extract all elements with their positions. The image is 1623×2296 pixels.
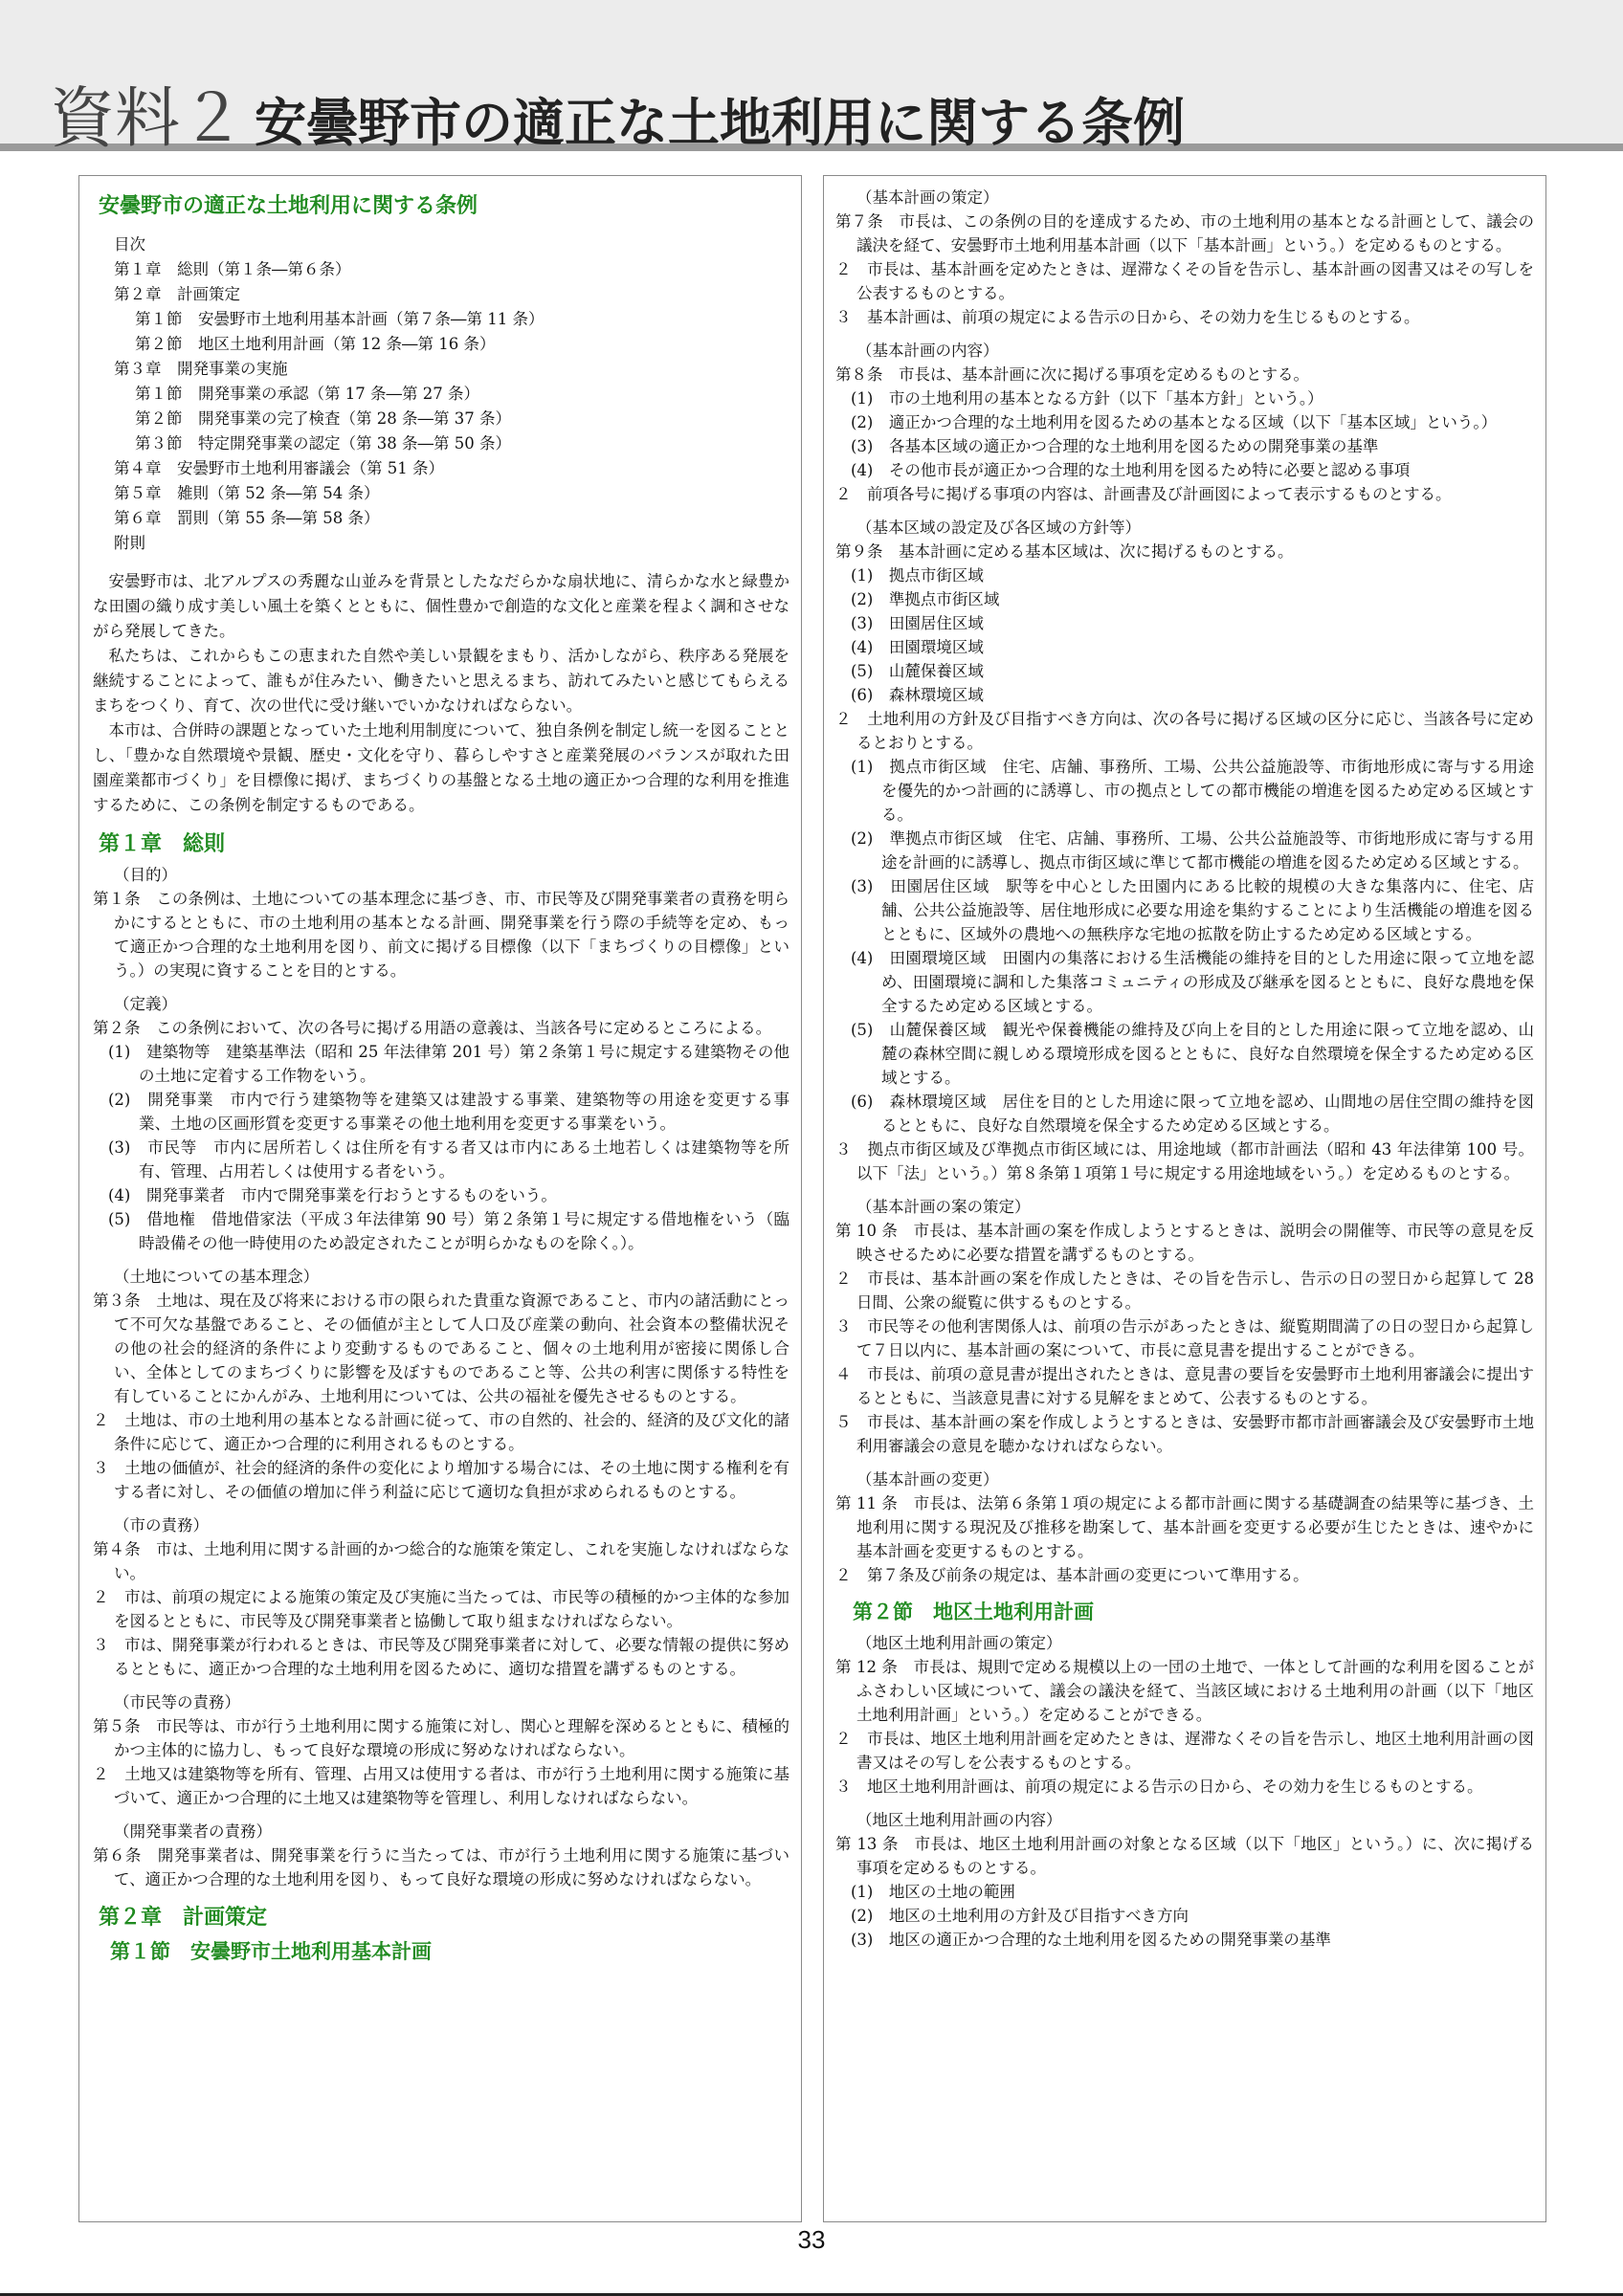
article-paragraph: ３ 土地の価値が、社会的経済的条件の変化により増加する場合には、その土地に関する権利を有する者に対し、その価値の増加に伴う利益に応じて適切な負担が求められるものとする。 xyxy=(93,1459,789,1501)
article-caption: （地区土地利用計画の策定） xyxy=(856,1634,1062,1652)
article-paragraph: ５ 市長は、基本計画の案を作成しようとするときは、安曇野市都市計画審議会及び安曇野市土地利用審議会の意見を聴かなければならない。 xyxy=(835,1413,1534,1455)
toc-line: 第６章 罰則（第 55 条―第 58 条） xyxy=(114,509,380,527)
article-paragraph: 第１条 この条例は、土地についての基本理念に基づき、市、市民等及び開発事業者の責務を明らかにするとともに、市の土地利用の基本となる計画、開発事業を行う際の手続等を定め、もって適正かつ合理的な土地利用を図り、前文に掲げる目標像（以下「まちづくりの目標像」という。）の実現に資することを目的とする。 xyxy=(93,890,789,980)
article-caption: （基本計画の変更） xyxy=(856,1470,999,1489)
article-paragraph: 第８条 市長は、基本計画に次に掲げる事項を定めるものとする。 xyxy=(835,365,1309,384)
toc-line: 第１章 総則（第１条―第６条） xyxy=(114,260,351,278)
toc-line: 第３章 開発事業の実施 xyxy=(114,360,288,378)
article-paragraph: ２ 市長は、基本計画の案を作成したときは、その旨を告示し、告示の日の翌日から起算して 28 日間、公衆の縦覧に供するものとする。 xyxy=(835,1269,1534,1312)
article-paragraph: ２ 前項各号に掲げる事項の内容は、計画書及び計画図によって表示するものとする。 xyxy=(835,485,1452,503)
article-item: (3) 田園居住区域 駅等を中心とした田園内にある比較的規模の大きな集落内に、住宅、店舗、公共公益施設等、居住地形成に必要な用途を集約することにより生活機能の増進を図るとともに、区域外の農地への無秩序な宅地の拡散を防止するため定める区域とする。 xyxy=(851,877,1534,943)
article-item: (5) 山麓保養区域 観光や保養機能の維持及び向上を目的とした用途に限って立地を認め、山麓の森林空間に親しめる環境形成を図るとともに、良好な自然環境を保全するため定める区域とする。 xyxy=(851,1021,1535,1087)
article-paragraph: 第 10 条 市長は、基本計画の案を作成しようとするときは、説明会の開催等、市民等の意見を反映させるために必要な措置を講ずるものとする。 xyxy=(835,1222,1534,1264)
article-caption: （定義） xyxy=(114,995,177,1013)
article-item: (2) 適正かつ合理的な土地利用を図るための基本となる区域（以下「基本区域」という。） xyxy=(851,413,1498,431)
article xyxy=(835,186,1534,329)
toc-line: 目次 xyxy=(114,235,145,254)
article-item: (2) 準拠点市街区域 xyxy=(851,590,1000,608)
left-column xyxy=(78,175,802,2222)
article-item: (3) 市民等 市内に居所若しくは住所を有する者又は市内にある土地若しくは建築物等を所有、管理、占用若しくは使用する者をいう。 xyxy=(108,1138,789,1181)
article xyxy=(835,339,1534,506)
article xyxy=(835,1195,1534,1458)
article-paragraph: 第６条 開発事業者は、開発事業を行うに当たっては、市が行う土地利用に関する施策に基づいて、適正かつ合理的な土地利用を図り、もって良好な環境の形成に努めなければならない。 xyxy=(93,1846,790,1888)
article-item: (2) 準拠点市街区域 住宅、店舗、事務所、工場、公共公益施設等、市街地形成に寄与する用途を計画的に誘導し、拠点市街区域に準じて都市機能の増進を図るため定める区域とする。 xyxy=(851,829,1534,872)
article xyxy=(835,1631,1534,1799)
article-item: (4) 田園環境区域 xyxy=(851,638,984,656)
toc-line: 第２節 地区土地利用計画（第 12 条―第 16 条） xyxy=(135,335,496,353)
article xyxy=(93,992,789,1255)
article-caption: （土地についての基本理念） xyxy=(114,1268,320,1286)
article-paragraph: 第３条 土地は、現在及び将来における市の限られた貴重な資源であること、市内の諸活動にとって不可欠な基盤であること、その価値が主として人口及び産業の動向、社会資本の整備状況その他の社会的経済的条件により変動するものであること、個々の土地利用が密接に関係し合い、全体としてのまちづくりに影響を及ぼすものであること等、公共の利害に関係する特性を有していることにかんがみ、土地利用については、公共の福祉を優先させるものとする。 xyxy=(93,1292,789,1405)
article-paragraph: ３ 市は、開発事業が行われるときは、市民等及び開発事業者に対して、必要な情報の提供に努めるとともに、適正かつ合理的な土地利用を図るために、適切な措置を講ずるものとする。 xyxy=(93,1636,789,1678)
article-paragraph: 第 13 条 市長は、地区土地利用計画の対象となる区域（以下「地区」という。）に、次に掲げる事項を定めるものとする。 xyxy=(835,1835,1534,1877)
article-item: (6) 森林環境区域 居住を目的とした用途に限って立地を認め、山間地の居住空間の維持を図るとともに、良好な自然環境を保全するため定める区域とする。 xyxy=(851,1093,1534,1135)
article-item: (1) 市の土地利用の基本となる方針（以下「基本方針」という。） xyxy=(851,389,1323,408)
article-paragraph: 第７条 市長は、この条例の目的を達成するため、市の土地利用の基本となる計画として、議会の議決を経て、安曇野市土地利用基本計画（以下「基本計画」という。）を定めるものとする。 xyxy=(835,212,1534,254)
article-paragraph: ３ 市民等その他利害関係人は、前項の告示があったときは、縦覧期間満了の日の翌日から起算して７日以内に、基本計画の案について、市長に意見書を提出することができる。 xyxy=(835,1317,1534,1359)
toc-line: 第１節 開発事業の承認（第 17 条―第 27 条） xyxy=(135,385,479,403)
section-1-heading: 第１節 安曇野市土地利用基本計画 xyxy=(110,1940,432,1963)
toc-line: 第４章 安曇野市土地利用審議会（第 51 条） xyxy=(114,459,444,477)
article-paragraph: ２ 市長は、基本計画を定めたときは、遅滞なくその旨を告示し、基本計画の図書又はその写しを公表するものとする。 xyxy=(835,260,1534,302)
article-paragraph: ２ 土地利用の方針及び目指すべき方向は、次の各号に掲げる区域の区分に応じ、当該各号に定めるとおりとする。 xyxy=(835,710,1534,752)
article-item: (3) 各基本区域の適正かつ合理的な土地利用を図るための開発事業の基準 xyxy=(851,437,1379,455)
toc-line: 第５章 雑則（第 52 条―第 54 条） xyxy=(114,484,380,502)
preamble-paragraph: 安曇野市は、北アルプスの秀麗な山並みを背景としたなだらかな扇状地に、清らかな水と緑豊かな田園の織り成す美しい風土を築くとともに、個性豊かで創造的な文化と産業を程よく調和させながら発展してきた。 xyxy=(93,572,789,640)
article-item: (4) 開発事業者 市内で開発事業を行おうとするものをいう。 xyxy=(108,1186,557,1204)
article-caption: （基本計画の策定） xyxy=(856,188,999,207)
right-column xyxy=(823,175,1546,2222)
article xyxy=(835,1808,1534,1952)
article-caption: （目的） xyxy=(114,866,177,884)
article-paragraph: ２ 市長は、地区土地利用計画を定めたときは、遅滞なくその旨を告示し、地区土地利用計画の図書又はその写しを公表するものとする。 xyxy=(835,1730,1534,1772)
section-2-heading: 第２節 地区土地利用計画 xyxy=(853,1601,1094,1623)
article-item: (5) 借地権 借地借家法（平成３年法律第 90 号）第２条第１号に規定する借地権をいう（臨時設備その他一時使用のため設定されたことが明らかなものを除く。）。 xyxy=(108,1210,789,1252)
article-item: (1) 建築物等 建築基準法（昭和 25 年法律第 201 号）第２条第１号に規定する建築物その他の土地に定着する工作物をいう。 xyxy=(108,1043,789,1085)
page-title xyxy=(50,67,1185,160)
page-title-text: 安曇野市の適正な土地利用に関する条例 xyxy=(255,93,1186,153)
article-paragraph: ３ 基本計画は、前項の規定による告示の日から、その効力を生じるものとする。 xyxy=(835,308,1420,326)
toc-line: 第１節 安曇野市土地利用基本計画（第７条―第 11 条） xyxy=(135,310,545,328)
left-articles xyxy=(93,863,789,1891)
article-caption: （開発事業者の責務） xyxy=(114,1822,272,1841)
toc-line: 第２節 開発事業の完了検査（第 28 条―第 37 条） xyxy=(135,409,511,428)
chapter-2-heading: 第２章 計画策定 xyxy=(99,1906,268,1930)
article-item: (1) 拠点市街区域 xyxy=(851,566,984,585)
article xyxy=(93,1820,789,1891)
article-paragraph: ２ 市は、前項の規定による施策の策定及び実施に当たっては、市民等の積極的かつ主体的な参加を図るとともに、市民等及び開発事業者と協働して取り組まなければならない。 xyxy=(93,1588,789,1630)
preamble-paragraph: 私たちは、これからもこの恵まれた自然や美しい景観をまもり、活かしながら、秩序ある発展を継続することによって、誰もが住みたい、働きたいと思えるまち、訪れてみたいと感じてもらえるまちをつくり、育て、次の世代に受け継いでいかなければならない。 xyxy=(93,647,789,715)
article-caption: （地区土地利用計画の内容） xyxy=(856,1811,1062,1829)
article-item: (6) 森林環境区域 xyxy=(851,686,984,704)
article-paragraph: ２ 土地は、市の土地利用の基本となる計画に従って、市の自然的、社会的、経済的及び文化的諸条件に応じて、適正かつ合理的に利用されるものとする。 xyxy=(93,1411,789,1453)
article-paragraph: 第 11 条 市長は、法第６条第１項の規定による都市計画に関する基礎調査の結果等に基づき、土地利用に関する現況及び推移を勘案して、基本計画を変更する必要が生じたときは、速やかに基本計画を変更するものとする。 xyxy=(835,1494,1534,1560)
article-item: (5) 山麓保養区域 xyxy=(851,662,984,680)
preamble xyxy=(93,569,789,818)
article-caption: （基本計画の内容） xyxy=(856,342,999,360)
article-paragraph: ３ 拠点市街区域及び準拠点市街区域には、用途地域（都市計画法（昭和 43 年法律第 100 号。以下「法」という。）第８条第１項第１号に規定する用途地域をいう。）を定めるものとする。 xyxy=(835,1140,1534,1182)
chapter-1-heading: 第１章 総則 xyxy=(99,832,226,856)
toc-line: 附則 xyxy=(114,534,145,552)
article-caption: （基本区域の設定及び各区域の方針等） xyxy=(856,519,1141,537)
article-item: (2) 開発事業 市内で行う建築物等を建築又は建設する事業、建築物等の用途を変更する事業、土地の区画形質を変更する事業その他土地利用を変更する事業をいう。 xyxy=(108,1091,789,1133)
article-item: (1) 地区の土地の範囲 xyxy=(851,1883,1015,1901)
toc-line: 第３節 特定開発事業の認定（第 38 条―第 50 条） xyxy=(135,434,511,453)
article xyxy=(93,863,789,982)
toc-line: 第２章 計画策定 xyxy=(114,285,240,303)
article-paragraph: 第 12 条 市長は、規則で定める規模以上の一団の土地で、一体として計画的な利用を図ることがふさわしい区域について、議会の議決を経て、当該区域における土地利用の計画（以下「地区土地利用計画」という。）を定めることができる。 xyxy=(835,1658,1534,1724)
article-paragraph: 第５条 市民等は、市が行う土地利用に関する施策に対し、関心と理解を深めるとともに、積極的かつ主体的に協力し、もって良好な環境の形成に努めなければならない。 xyxy=(93,1717,789,1759)
article-caption: （市の責務） xyxy=(114,1516,209,1534)
article-paragraph: 第９条 基本計画に定める基本区域は、次に掲げるものとする。 xyxy=(835,542,1294,561)
page-number: 33 xyxy=(797,2225,826,2254)
article-item: (2) 地区の土地利用の方針及び目指すべき方向 xyxy=(851,1907,1189,1925)
article-item: (4) 田園環境区域 田園内の集落における生活機能の維持を目的とした用途に限って立地を認め、田園環境に調和した集落コミュニティの形成及び継承を図るとともに、良好な農地を保全するため定める区域とする。 xyxy=(851,949,1534,1015)
article-item: (3) 地区の適正かつ合理的な土地利用を図るための開発事業の基準 xyxy=(851,1931,1331,1949)
article-item: (1) 拠点市街区域 住宅、店舗、事務所、工場、公共公益施設等、市街地形成に寄与する用途を優先的かつ計画的に誘導し、市の拠点としての都市機能の増進を図るため定める区域とする。 xyxy=(851,758,1535,824)
article xyxy=(93,1513,789,1681)
article xyxy=(835,1468,1534,1587)
right-articles-b xyxy=(835,1631,1534,1952)
article-item: (4) その他市長が適正かつ合理的な土地利用を図るため特に必要と認める事項 xyxy=(851,461,1411,479)
article-item: (3) 田園居住区域 xyxy=(851,614,984,632)
article xyxy=(835,516,1534,1185)
article-caption: （基本計画の案の策定） xyxy=(856,1198,1031,1216)
article xyxy=(93,1690,789,1810)
article-paragraph: ３ 地区土地利用計画は、前項の規定による告示の日から、その効力を生じるものとする。 xyxy=(835,1777,1483,1796)
appendix-label: 資料２ xyxy=(50,81,246,157)
article-caption: （市民等の責務） xyxy=(114,1693,240,1711)
article-paragraph: 第４条 市は、土地利用に関する計画的かつ総合的な施策を策定し、これを実施しなければならない。 xyxy=(93,1540,789,1582)
article-paragraph: 第２条 この条例において、次の各号に掲げる用語の意義は、当該各号に定めるところによる。 xyxy=(93,1019,772,1037)
article-paragraph: ４ 市長は、前項の意見書が提出されたときは、意見書の要旨を安曇野市土地利用審議会に提出するとともに、当該意見書に対する見解をまとめて、公表するものとする。 xyxy=(835,1365,1534,1407)
right-articles-a xyxy=(835,186,1534,1587)
preamble-paragraph: 本市は、合併時の課題となっていた土地利用制度について、独自条例を制定し統一を図ることとし、「豊かな自然環境や景観、歴史・文化を守り、暮らしやすさと産業発展のバランスが取れた田園産業都市づくり」を目標像に掲げ、まちづくりの基盤となる土地の適正かつ合理的な利用を推進するために、この条例を制定するものである。 xyxy=(93,721,789,814)
article-paragraph: ２ 土地又は建築物等を所有、管理、占用又は使用する者は、市が行う土地利用に関する施策に基づいて、適正かつ合理的に土地又は建築物等を管理し、利用しなければならない。 xyxy=(93,1765,789,1807)
article xyxy=(93,1265,789,1504)
table-of-contents xyxy=(93,232,789,556)
article-paragraph: ２ 第７条及び前条の規定は、基本計画の変更について準用する。 xyxy=(835,1566,1309,1584)
ordinance-title: 安曇野市の適正な土地利用に関する条例 xyxy=(99,194,478,218)
